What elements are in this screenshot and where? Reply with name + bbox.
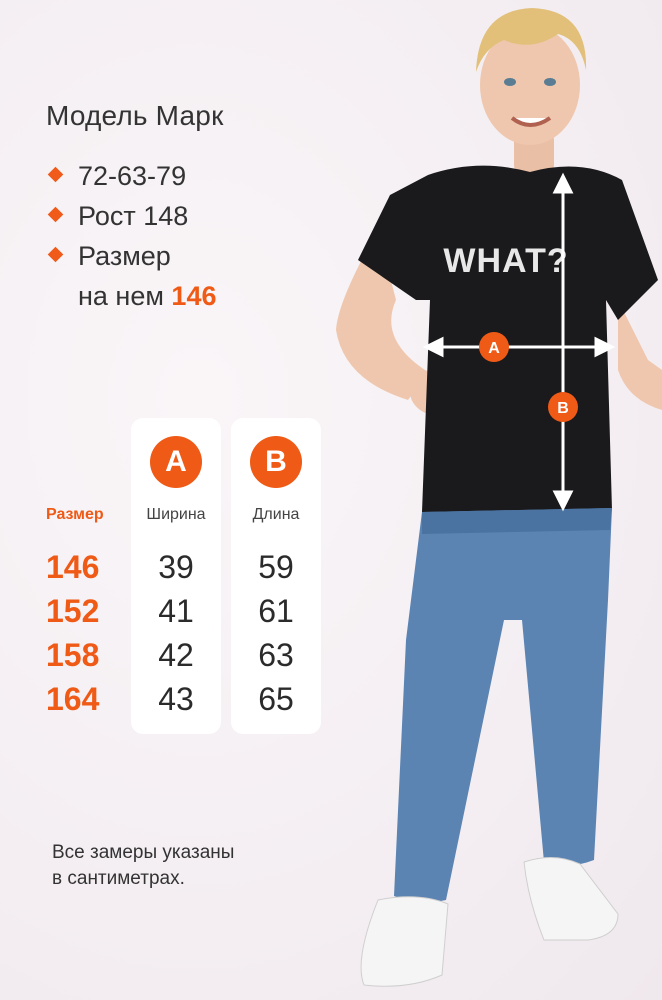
size-label: Размер: [78, 241, 171, 271]
t-shirt: [358, 166, 658, 516]
size-worn-value: 146: [171, 281, 217, 311]
arrow-a-head-right: [596, 339, 612, 355]
jeans-waistband: [422, 508, 612, 534]
shoe-left: [361, 897, 448, 986]
size-cell: 158: [46, 637, 100, 673]
model-params-list: [46, 156, 216, 316]
height-text: Рост 148: [78, 201, 189, 231]
eye: [504, 78, 516, 86]
jeans: [394, 508, 612, 902]
width-header: Ширина: [146, 506, 206, 523]
width-cell: 42: [158, 637, 194, 673]
note-line: Все замеры указаны: [52, 842, 235, 863]
list-item: [46, 156, 216, 196]
size-column-header: Размер: [46, 506, 104, 523]
marker-a-label: A: [488, 340, 500, 357]
length-cell: 63: [258, 637, 294, 673]
shirt-print: WHAT?: [443, 242, 569, 280]
note-line: в сантиметрах.: [52, 868, 185, 889]
diamond-bullet-icon: [48, 167, 64, 183]
width-cell: 39: [158, 549, 194, 585]
shoe-right: [524, 857, 618, 940]
marker-a-badge: A: [150, 436, 202, 488]
model-photo: [318, 0, 662, 1000]
size-worn-prefix: на нем: [78, 281, 172, 311]
size-cell: 146: [46, 549, 100, 585]
length-cell: 59: [258, 549, 294, 585]
length-cell: 65: [258, 681, 294, 717]
length-cell: 61: [258, 593, 294, 629]
measurement-note: [52, 840, 234, 892]
width-column: [131, 418, 221, 734]
length-column: [231, 418, 321, 734]
size-cell: 164: [46, 681, 100, 717]
size-cell: 152: [46, 593, 100, 629]
size-worn-line: [78, 276, 216, 316]
eye: [544, 78, 556, 86]
width-cell: 43: [158, 681, 194, 717]
width-cell: 41: [158, 593, 194, 629]
diamond-bullet-icon: [48, 247, 64, 263]
marker-b-label: B: [557, 400, 569, 417]
arm-right: [618, 300, 662, 410]
measurements-text: 72-63-79: [78, 161, 187, 191]
diamond-bullet-icon: [48, 207, 64, 223]
model-title: Модель Марк: [46, 100, 224, 131]
list-item: [46, 236, 216, 316]
marker-b-badge: B: [250, 436, 302, 488]
list-item: [46, 196, 216, 236]
length-header: Длина: [252, 506, 300, 523]
